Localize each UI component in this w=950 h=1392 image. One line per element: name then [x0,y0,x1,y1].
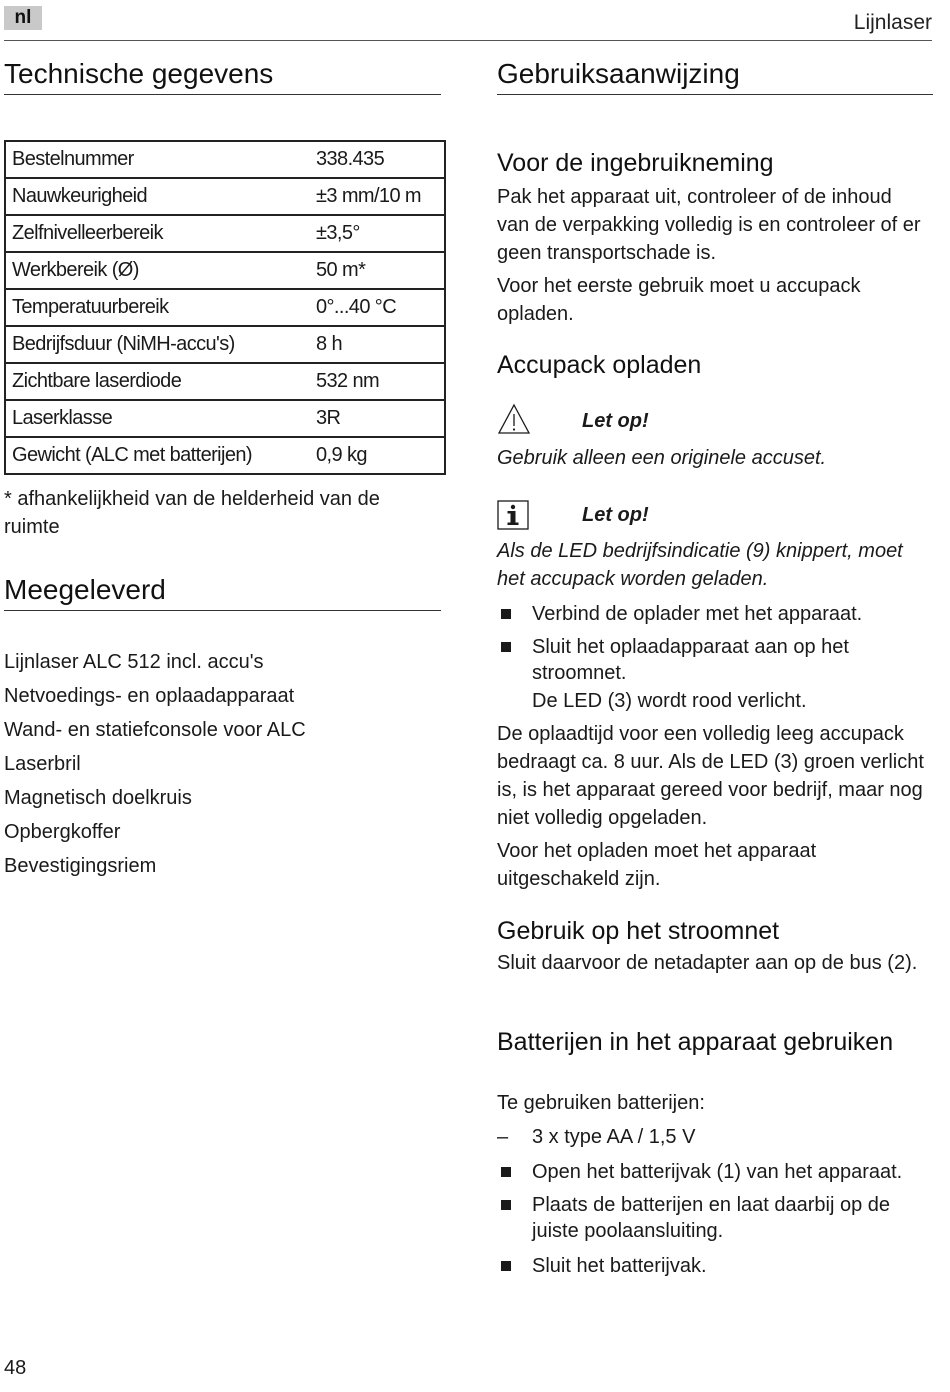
info-text: Als de LED bedrijfsindicatie (9) knippert, moet het accupack worden geladen. [497,540,903,590]
manual-section [497,58,933,95]
list-item [497,1124,933,1152]
spec-label: Bestelnummer [5,141,316,178]
delivery-list [4,648,306,886]
before-use-paragraph-2: Voor het eerste gebruik moet u accupack opladen. [497,275,861,325]
spec-label: Werkbereik (Ø) [5,252,316,289]
technical-data-section [4,58,441,95]
table-row [5,400,445,437]
spec-label: Nauwkeurigheid [5,178,316,215]
list-item [497,1159,933,1187]
bullet-square-icon [501,1261,511,1271]
list-item: Bevestigingsriem [4,855,157,877]
mains-paragraph: Sluit daarvoor de netadapter aan op de bus (2). [497,952,918,974]
manual-title: Gebruiksaanwijzing [497,58,933,95]
battery-type: 3 x type AA / 1,5 V [532,1126,696,1148]
table-row [5,326,445,363]
bullet-dash-icon: – [497,1126,509,1148]
table-row [5,289,445,326]
spec-label: Laserklasse [5,400,316,437]
page-number: 48 [4,1357,27,1379]
table-row [5,252,445,289]
spec-label: Gewicht (ALC met batterijen) [12,444,252,466]
spec-value: 532 nm [316,363,445,400]
table-row [5,437,445,474]
charging-step-2-result: De LED (3) wordt rood verlicht. [532,690,807,712]
list-item: Opbergkoffer [4,821,121,843]
spec-value: ±3 mm/10 m [316,178,445,215]
list-item: Netvoedings- en oplaadapparaat [4,685,295,707]
header-divider [4,40,932,41]
table-row [5,178,445,215]
battery-step-2: Plaats de batterijen en laat daarbij op de juiste poolaansluiting. [532,1194,891,1242]
delivery-section [4,574,441,611]
spec-value: 50 m* [316,252,445,289]
spec-value: 8 h [316,326,445,363]
info-icon [497,500,529,530]
mains-heading: Gebruik op het stroomnet [497,917,780,945]
charging-step-2: Sluit het oplaadapparaat aan op het stroomnet. [532,636,849,684]
battery-step-1: Open het batterijvak (1) van het apparaat. [532,1161,903,1183]
bullet-square-icon [501,1200,511,1210]
bullet-square-icon [501,609,511,619]
warning-triangle-icon [497,402,531,436]
header-title: Lijnlaser [853,11,932,34]
spec-label: Zichtbare laserdiode [5,363,316,400]
spec-value: ±3,5° [316,215,445,252]
list-item [497,1253,933,1281]
language-badge: nl [4,6,42,30]
spec-value: 0,9 kg [316,444,367,466]
list-item [497,1192,933,1248]
spec-label: Temperatuurbereik [5,289,316,326]
warning-label: Let op! [582,410,649,432]
list-item [497,634,933,714]
list-item: Magnetisch doelkruis [4,787,192,809]
charging-step-1: Verbind de oplader met het apparaat. [532,603,863,625]
specs-footnote: * afhankelijkheid van de helderheid van de ruimte [4,488,380,538]
bullet-square-icon [501,642,511,652]
charging-paragraph-1: De oplaadtijd voor een volledig leeg accupack bedraagt ca. 8 uur. Als de LED (3) groen verlicht is, is het apparaat gereed voor bedrijf, maar nog niet volledig opgeladen. [497,723,924,829]
list-item: Wand- en statiefconsole voor ALC [4,719,306,741]
spec-label: Bedrijfsduur (NiMH-accu's) [5,326,316,363]
table-row [5,141,445,178]
technical-data-title: Technische gegevens [4,58,441,95]
warning-text: Gebruik alleen een originele accuset. [497,447,827,469]
spec-label: Zelfnivelleerbereik [5,215,316,252]
list-item: Laserbril [4,753,81,775]
batteries-heading: Batterijen in het apparaat gebruiken [497,1028,894,1056]
charging-paragraph-2: Voor het opladen moet het apparaat uitgeschakeld zijn. [497,840,817,890]
before-use-heading: Voor de ingebruikneming [497,149,774,177]
list-item [497,601,933,629]
table-row [5,215,445,252]
charging-heading: Accupack opladen [497,351,702,379]
spec-value: 3R [316,400,445,437]
delivery-title: Meegeleverd [4,574,441,611]
bullet-square-icon [501,1167,511,1177]
specs-table [4,140,446,475]
spec-value: 0°...40 °C [316,289,445,326]
before-use-paragraph-1: Pak het apparaat uit, controleer of de inhoud van de verpakking volledig is en controleer of er geen transportschade is. [497,186,921,264]
list-item: Lijnlaser ALC 512 incl. accu's [4,651,264,673]
batteries-intro: Te gebruiken batterijen: [497,1092,705,1114]
info-label: Let op! [582,504,649,526]
table-row [5,363,445,400]
battery-step-3: Sluit het batterijvak. [532,1255,707,1277]
spec-value: 338.435 [316,141,445,178]
